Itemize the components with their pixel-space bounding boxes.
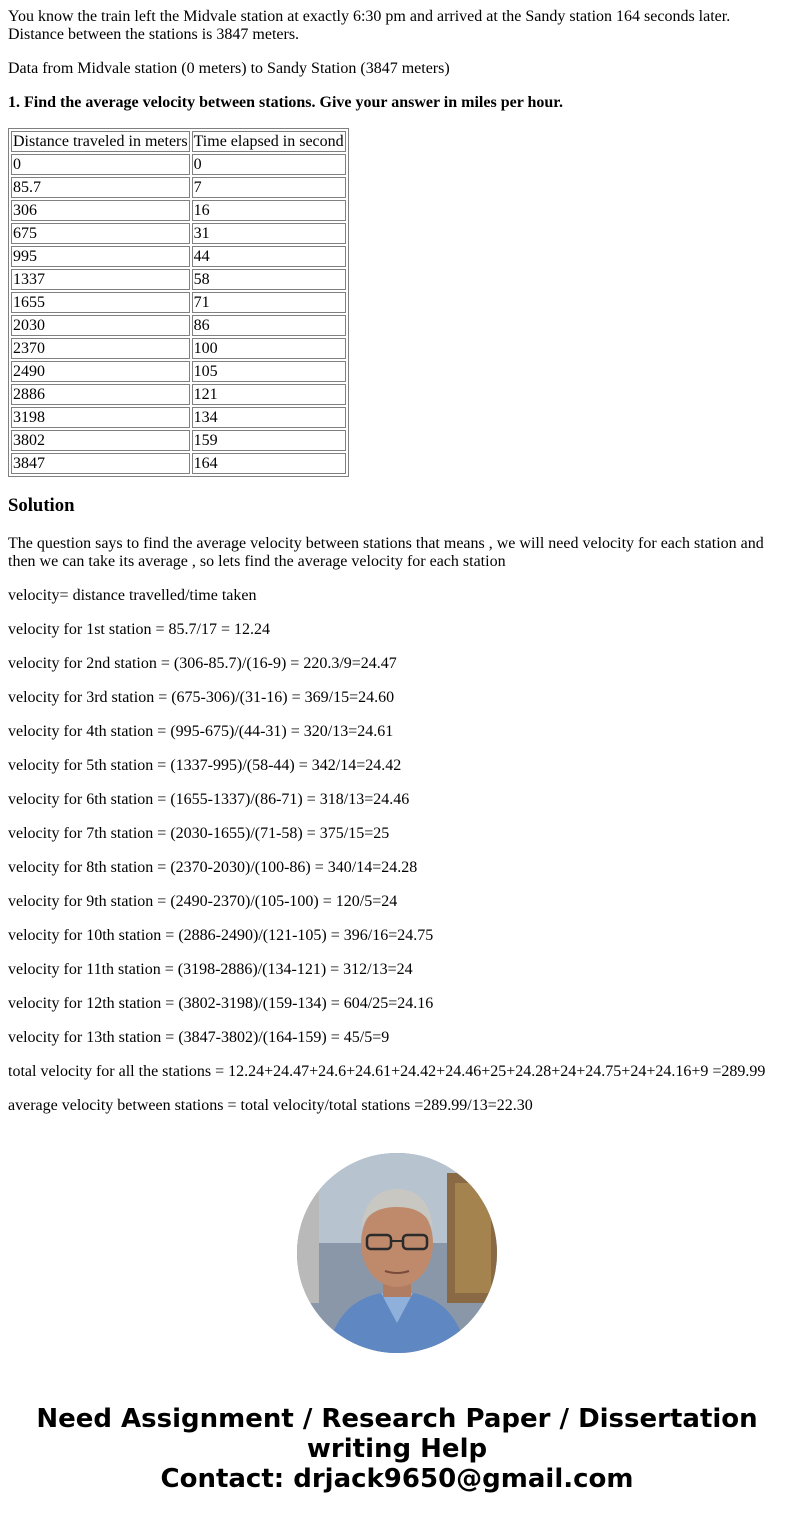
table-row bbox=[11, 223, 346, 244]
table-row bbox=[11, 177, 346, 198]
table-header-time: Time elapsed in second bbox=[193, 133, 344, 150]
solution-line: velocity for 4th station = (995-675)/(44-31) = 320/13=24.61 bbox=[8, 723, 394, 740]
question-text: 1. Find the average velocity between stations. Give your answer in miles per hour. bbox=[8, 94, 563, 111]
solution-line: velocity for 2nd station = (306-85.7)/(16-9) = 220.3/9=24.47 bbox=[8, 655, 397, 672]
table-row bbox=[11, 246, 346, 267]
solution-line: velocity= distance travelled/time taken bbox=[8, 587, 257, 604]
person-photo bbox=[297, 1153, 497, 1353]
distance-cell: 3198 bbox=[11, 407, 190, 428]
solution-line: velocity for 7th station = (2030-1655)/(71-58) = 375/15=25 bbox=[8, 825, 390, 842]
footer-line-1: Need Assignment / Research Paper / Dissertation bbox=[36, 1404, 758, 1434]
distance-cell: 85.7 bbox=[11, 177, 190, 198]
solution-line: velocity for 11th station = (3198-2886)/(134-121) = 312/13=24 bbox=[8, 961, 413, 978]
time-cell: 134 bbox=[192, 407, 346, 428]
time-cell: 7 bbox=[192, 177, 346, 198]
distance-cell: 1337 bbox=[11, 269, 190, 290]
time-cell: 44 bbox=[192, 246, 346, 267]
solution-line: velocity for 3rd station = (675-306)/(31-16) = 369/15=24.60 bbox=[8, 689, 395, 706]
solution-line: average velocity between stations = total velocity/total stations =289.99/13=22.30 bbox=[8, 1097, 533, 1114]
solution-line: velocity for 10th station = (2886-2490)/(121-105) = 396/16=24.75 bbox=[8, 927, 434, 944]
time-cell: 121 bbox=[192, 384, 346, 405]
solution-line: velocity for 5th station = (1337-995)/(58-44) = 342/14=24.42 bbox=[8, 757, 402, 774]
table-row bbox=[11, 407, 346, 428]
distance-cell: 306 bbox=[11, 200, 190, 221]
time-cell: 164 bbox=[192, 453, 346, 474]
distance-cell: 2886 bbox=[11, 384, 190, 405]
time-cell: 16 bbox=[192, 200, 346, 221]
table-row bbox=[11, 384, 346, 405]
solution-line: velocity for 13th station = (3847-3802)/(164-159) = 45/5=9 bbox=[8, 1029, 390, 1046]
table-row bbox=[11, 361, 346, 382]
distance-cell: 2490 bbox=[11, 361, 190, 382]
solution-line: velocity for 12th station = (3802-3198)/(159-134) = 604/25=24.16 bbox=[8, 995, 434, 1012]
distance-cell: 3802 bbox=[11, 430, 190, 451]
table-header-row bbox=[11, 131, 346, 152]
author-avatar bbox=[297, 1153, 497, 1353]
time-cell: 86 bbox=[192, 315, 346, 336]
time-cell: 71 bbox=[192, 292, 346, 313]
table-row bbox=[11, 200, 346, 221]
table-row bbox=[11, 154, 346, 175]
distance-cell: 1655 bbox=[11, 292, 190, 313]
table-row bbox=[11, 453, 346, 474]
data-table bbox=[8, 128, 349, 477]
table-body bbox=[11, 154, 346, 474]
solution-line: velocity for 9th station = (2490-2370)/(105-100) = 120/5=24 bbox=[8, 893, 398, 910]
solution-line: total velocity for all the stations = 12.24+24.47+24.6+24.61+24.42+24.46+25+24.28+24+24.75+24+24.16+9 =289.99 bbox=[8, 1063, 766, 1080]
time-cell: 58 bbox=[192, 269, 346, 290]
document-content bbox=[8, 0, 786, 1122]
time-cell: 159 bbox=[192, 430, 346, 451]
table-row bbox=[11, 315, 346, 336]
distance-cell: 2030 bbox=[11, 315, 190, 336]
data-note: Data from Midvale station (0 meters) to Sandy Station (3847 meters) bbox=[8, 60, 450, 77]
footer-banner bbox=[0, 1404, 794, 1494]
solution-line: velocity for 1st station = 85.7/17 = 12.24 bbox=[8, 621, 271, 638]
solution-line: velocity for 6th station = (1655-1337)/(86-71) = 318/13=24.46 bbox=[8, 791, 410, 808]
time-cell: 100 bbox=[192, 338, 346, 359]
distance-cell: 3847 bbox=[11, 453, 190, 474]
distance-cell: 2370 bbox=[11, 338, 190, 359]
footer-line-2: writing Help bbox=[306, 1434, 488, 1464]
table-row bbox=[11, 338, 346, 359]
time-cell: 0 bbox=[192, 154, 346, 175]
solution-line: velocity for 8th station = (2370-2030)/(100-86) = 340/14=24.28 bbox=[8, 859, 418, 876]
distance-cell: 995 bbox=[11, 246, 190, 267]
time-cell: 105 bbox=[192, 361, 346, 382]
footer-contact: Contact: drjack9650@gmail.com bbox=[160, 1464, 634, 1494]
table-row bbox=[11, 292, 346, 313]
solution-lines bbox=[8, 535, 786, 1115]
table-header-distance: Distance traveled in meters bbox=[13, 133, 188, 150]
distance-cell: 0 bbox=[11, 154, 190, 175]
intro-text: You know the train left the Midvale station at exactly 6:30 pm and arrived at the Sandy station 164 seconds later. Distance between the stations is 3847 meters. bbox=[8, 8, 731, 43]
distance-cell: 675 bbox=[11, 223, 190, 244]
table-row bbox=[11, 269, 346, 290]
time-cell: 31 bbox=[192, 223, 346, 244]
solution-heading: Solution bbox=[8, 495, 75, 516]
solution-line: The question says to find the average velocity between stations that means , we will need velocity for each station and then we can take its average , so lets find the average velocity for each station bbox=[8, 535, 764, 570]
table-row bbox=[11, 430, 346, 451]
